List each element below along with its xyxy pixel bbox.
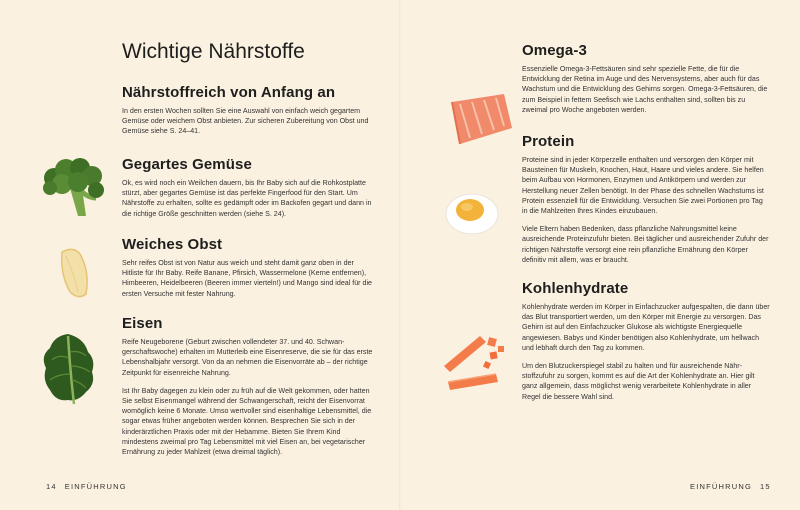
section-heading: Eisen: [122, 315, 163, 332]
section-heading: Gegartes Gemüse: [122, 156, 252, 173]
footer-label: EINFÜHRUNG: [690, 482, 752, 491]
section-protein: [522, 133, 770, 271]
section-paragraph: Proteine sind in jeder Körperzelle enthalten und versorgen den Körper mit Bausteinen für Muskeln, Knochen, Haut, Haare und vieles andere. Sie helfen beim Aufbau von Hormonen, Enzymen und Antikörpern und werden zur Herstellung neuer Zellen benötigt. In der Phase des schnellen Wachstums ist Protein essenziell für die Entwicklung. Versuchen Sie zwei Portionen pro Tag in die Mahlzeiten Ihres Kindes einzubauen.: [522, 156, 764, 216]
section-omega-3: [522, 42, 770, 121]
page-footer-right: [690, 482, 779, 491]
section-kohlenhydrate: [522, 280, 770, 408]
page-title: Wichtige Nährstoffe: [122, 40, 305, 63]
section-paragraph: Reife Neugeborene (Geburt zwischen vollendeter 37. und 40. Schwangerschaftswoche) erhalten im Mutterleib eine Eisenreserve, die sie für das erste Lebenshalbjahr versorgt. Von da an nehmen die Eisenvorräte ab – der richtige Zeitpunkt für eisenreiche Nahrung.: [122, 338, 373, 377]
section-heading: Nährstoffreich von Anfang an: [122, 84, 336, 101]
footer-label: EINFÜHRUNG: [64, 482, 127, 491]
section-heading: Omega-3: [522, 42, 587, 59]
section-heading: Kohlenhydrate: [522, 280, 629, 297]
section-paragraph: Essenzielle Omega-3-Fettsäuren sind sehr spezielle Fette, die für die Entwicklung der Retina im Auge und des Nervensystems, aber auch für das Wachstum und die Entwicklung des Gehirns sorgen. Omega-3-Fettsäuren, die zum Beispiel in fettem Seefisch wie Lachs enthalten sind, sollten bis zu zweimal pro Woche angeboten werden.: [522, 65, 768, 114]
page-number: 14: [46, 482, 57, 491]
section-eisen: [122, 315, 374, 463]
page-footer-left: [38, 482, 127, 491]
banana-slice-icon: [56, 246, 96, 300]
section-paragraph: Ok, es wird noch ein Weilchen dauern, bis Ihr Baby sich auf die Rohkostplatte stürzt, aber gegartes Gemüse ist das perfekte Fingerfood für den Start. Um Nährstoffe zu erhalten, sollte es gedämpft oder im Backofen gegart und dann in die richtige Größe geschnitten werden (siehe S. 24).: [122, 179, 372, 218]
section-heading: Weiches Obst: [122, 236, 223, 253]
kale-leaf-icon: [40, 330, 98, 406]
boiled-egg-icon: [444, 190, 502, 238]
right-page: [400, 0, 800, 510]
salmon-fillet-icon: [442, 92, 516, 146]
section-gegartes-gemuese: [122, 156, 374, 225]
section-naehrstoffreich: [122, 84, 374, 143]
section-paragraph: Ist Ihr Baby dagegen zu klein oder zu früh auf die Welt gekommen, oder hatten Sie selbst Eisenmangel während der Schwangerschaft, reicht der Eisenvorrat womöglich keine 6 Monate. Umso wertvoller sind eisenhaltige Lebensmittel, die sogar etwas früher angeboten werden können. Besprechen Sie sich in der kinderärztlichen Praxis oder mit der Hebamme. Bieten Sie Ihrem Kind mindestens zweimal pro Tag Lebensmittel mit viel Eisen an, bei vegetarischer Ernährung zu jeder Mahlzeit (etwa dreimal täglich).: [122, 386, 372, 457]
section-paragraph: Viele Eltern haben Bedenken, dass pflanzliche Nahrungsmittel keine ausreichende Proteinzufuhr bieten. Bei täglicher und ausreichender Zufuhr der richtigen Nährstoffe versorgt eine rein pflanzliche Ernährung den Körper definitiv mit allem, was er braucht.: [522, 225, 769, 264]
section-paragraph: Um den Blutzuckerspiegel stabil zu halten und für ausreichende Nährstoffzufuhr zu sorgen, kommt es auf die Art der Kohlenhydrate an. Hier gilt ganz allgemein, dass möglichst wenig verarbeitete Kohlenhydrate in aller Regel die bessere Wahl sind.: [522, 362, 755, 401]
page-number: 15: [760, 482, 771, 491]
broccoli-icon: [40, 158, 106, 220]
sweet-potato-sticks-icon: [440, 332, 506, 390]
section-paragraph: Sehr reifes Obst ist von Natur aus weich und steht damit ganz oben in der Hitliste für Ihr Baby. Reife Banane, Pfirsich, Wassermelone (Kerne entfernen), Himbeeren, Heidelbeeren (Beeren immer vierteln!) und Mango sind ideal für die ersten Versuche mit fester Nahrung.: [122, 259, 372, 298]
section-weiches-obst: [122, 236, 374, 305]
section-paragraph: In den ersten Wochen sollten Sie eine Auswahl von einfach weich gegartem Gemüse oder weichem Obst anbieten. Zur sicheren Zubereitung von Obst und Gemüse siehe S. 24–41.: [122, 107, 369, 136]
section-heading: Protein: [522, 133, 575, 150]
section-paragraph: Kohlenhydrate werden im Körper in Einfachzucker aufgespalten, die dann über das Blut transportiert werden, um den Körper mit Energie zu versorgen. Das Gehirn ist auf den Einfachzucker Glukose als wichtigste Energiequelle angewiesen. Babys und Kinder benötigen also Kohlenhydrate, um hellwach und lebhaft durch den Tag zu kommen.: [522, 303, 770, 352]
